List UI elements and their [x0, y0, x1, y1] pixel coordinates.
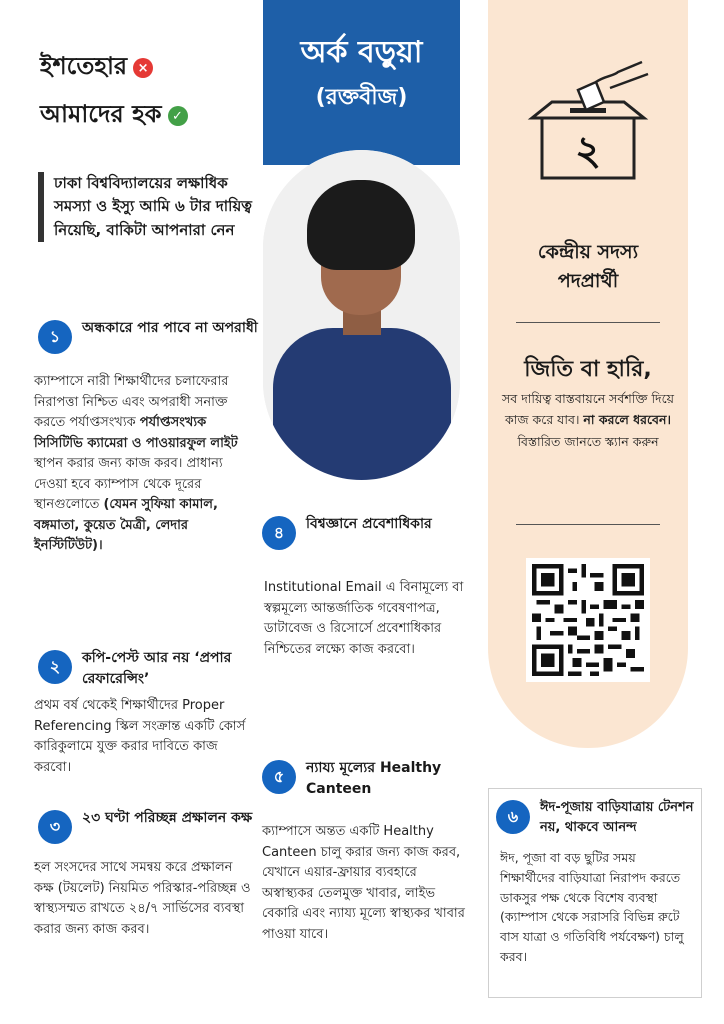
ballot-panel	[488, 0, 688, 748]
section-6-title: ঈদ-পূজায় বাড়িযাত্রায় টেনশন নয়, থাকবে আনন্দ	[540, 800, 694, 835]
promise-text: সব দায়িত্ব বাস্তবায়নে সর্বশক্তি দিয়ে কাজ করে যাব। না করলে ধরবেন। বিস্তারিত জানতে স্ক্যান করুন	[502, 391, 674, 449]
promise-heading: জিতি বা হারি,	[524, 357, 652, 382]
section-5-header	[262, 758, 472, 800]
candidate-panel	[263, 0, 460, 480]
section-number-3: ৩	[38, 810, 72, 844]
section-1-title: অন্ধকারে পার পাবে না অপরাধী	[82, 320, 258, 336]
ballot-box-icon	[522, 60, 654, 180]
ballot-number: ২	[574, 128, 602, 174]
header-line-2: আমাদের হক	[40, 100, 162, 128]
section-5-title: ন্যায্য মূল্যের Healthy Canteen	[306, 760, 442, 797]
qr-code[interactable]	[526, 558, 650, 682]
cross-icon: ×	[133, 58, 153, 78]
section-2-title: কপি-পেস্ট আর নয় ‘প্রপার রেফারেন্সিং’	[82, 650, 232, 687]
pledge-text: ঢাকা বিশ্ববিদ্যালয়ের লক্ষাধিক সমস্যা ও ইস্যু আমি ৬ টার দায়িত্ব নিয়েছি, বাকিটা আপনারা নেন	[38, 172, 258, 242]
divider	[516, 524, 660, 525]
section-3-header	[38, 808, 258, 844]
section-number-2: ২	[38, 650, 72, 684]
section-2-header	[38, 648, 258, 690]
section-1-body: ক্যাম্পাসে নারী শিক্ষার্থীদের চলাফেরার নিরাপত্তা নিশ্চিত এবং অপরাধী সনাক্ত করতে পর্যাপ্তসংখ্যক পর্যাপ্তসংখ্যক সিসিটিভি ক্যামেরা ও পাওয়ারফুল লাইট স্থাপন করার জন্য কাজ করব। প্রাধান্য দেওয়া হবে ক্যাম্পাস থেকে দূরের স্থানগুলোতে (যেমন সুফিয়া কামাল, বঙ্গমাতা, কুয়েত মৈত্রী, লেদার ইনস্টিটিউট)।	[34, 374, 238, 554]
header-line-1: ইশতেহার	[40, 52, 128, 80]
section-5-body: ক্যাম্পাসে অন্তত একটি Healthy Canteen চালু করার জন্য কাজ করব, যেখানে এয়ার-ফ্রায়ার ব্যবহারে অস্বাস্থ্যকর তেলমুক্ত খাবার, লাইভ বেকারি এবং ন্যায্য মূল্যে স্বাস্থ্যকর খাবার পাওয়া যাবে।	[262, 824, 465, 942]
section-4-body: Institutional Email এ বিনামূল্যে বা স্বল্পমূল্যে আন্তর্জাতিক গবেষণাপত্র, ডাটাবেজ ও রিসোর্সে প্রবেশাধিকার নিশ্চিতের লক্ষ্যে কাজ করবো।	[264, 580, 464, 657]
candidate-alias: (রক্তবীজ)	[315, 85, 408, 110]
candidate-photo	[263, 150, 460, 480]
candidate-name: অর্ক বড়ুয়া	[300, 35, 423, 70]
section-3-body: হল সংসদের সাথে সমন্বয় করে প্রক্ষালন কক্ষ (টয়লেট) নিয়মিত পরিস্কার-পরিচ্ছন্ন ও স্বাস্থ্যসম্মত রাখতে ২৪/৭ সার্ভিসের ব্যবস্থা করার জন্য কাজ করব।	[34, 860, 251, 937]
section-number-1: ১	[38, 320, 72, 354]
check-icon: ✓	[168, 106, 188, 126]
section-number-4: ৪	[262, 516, 296, 550]
section-6-body: ঈদ, পূজা বা বড় ছুটির সময় শিক্ষার্থীদের বাড়িযাত্রা নিরাপদ করতে ডাকসুর পক্ষ থেকে বিশেষ ব্যবস্থা (ক্যাম্পাস থেকে সরাসরি বিভিন্ন রুটে বাস যাত্রা ও গতিবিধি পর্যবেক্ষণ) চালু করব।	[500, 850, 684, 964]
manifesto-header	[40, 48, 188, 144]
section-number-6: ৬	[496, 800, 530, 834]
section-4-title: বিশ্বজ্ঞানে প্রবেশাধিকার	[306, 516, 432, 532]
section-3-title: ২৩ ঘণ্টা পরিচ্ছন্ন প্রক্ষালন কক্ষ	[82, 810, 253, 826]
section-6-header	[496, 798, 700, 837]
candidacy-position: কেন্দ্রীয় সদস্য পদপ্রার্থী	[537, 241, 639, 292]
section-2-body: প্রথম বর্ষ থেকেই শিক্ষার্থীদের Proper Referencing স্কিল সংক্রান্ত একটি কোর্স কারিকুলামে যুক্ত করার দাবিতে কাজ করবো।	[34, 698, 246, 775]
section-number-5: ৫	[262, 760, 296, 794]
section-1-header	[38, 318, 258, 354]
section-4-header	[262, 514, 462, 550]
divider	[516, 322, 660, 323]
